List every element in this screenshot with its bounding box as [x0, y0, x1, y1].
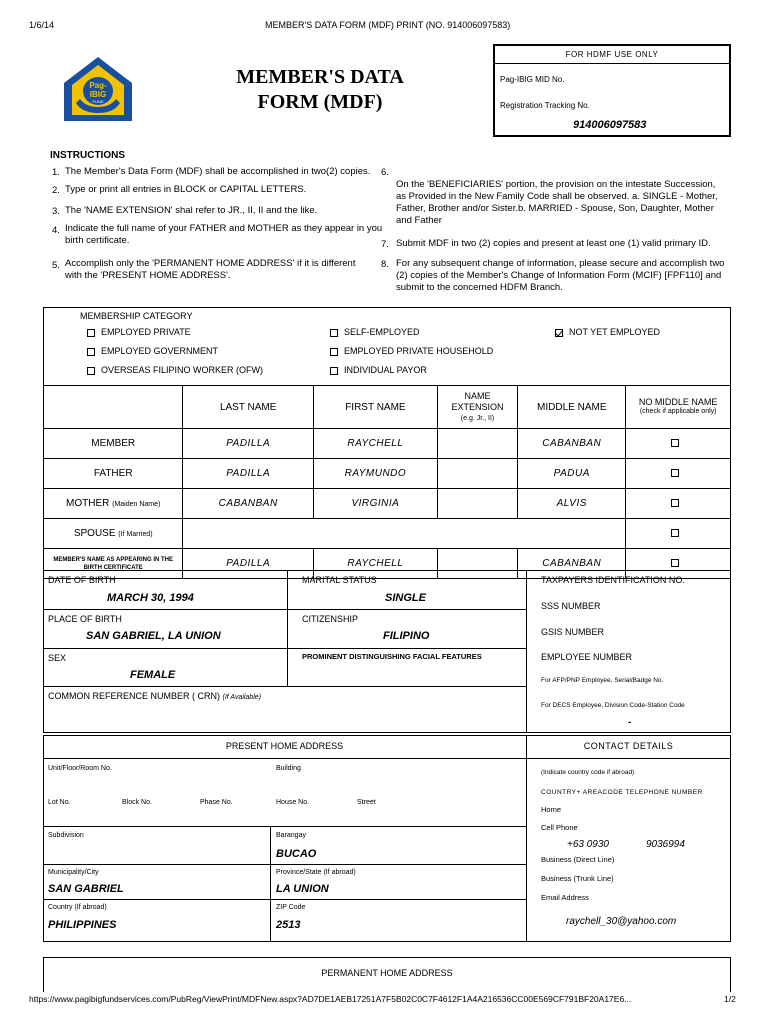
row-label: MEMBER'S NAME AS APPEARING IN THE BIRTH CERTIFICATE — [44, 549, 183, 579]
hdmf-heading: FOR HDMF USE ONLY — [565, 50, 659, 59]
municipality-label: Municipality/City — [48, 869, 99, 876]
permanent-address-heading: PERMANENT HOME ADDRESS — [321, 968, 453, 978]
checkbox-icon[interactable] — [87, 367, 95, 375]
street-label: Street — [357, 799, 376, 806]
form-title-line1: MEMBER'S DATA — [236, 66, 404, 88]
logo-text-3: FUND — [92, 99, 104, 104]
country-label: Country (If abroad) — [48, 904, 107, 911]
province-value: LA UNION — [276, 883, 329, 895]
father-last-name: PADILLA — [183, 459, 314, 489]
table-row — [44, 489, 731, 519]
contact-heading: CONTACT DETAILS — [583, 741, 674, 751]
row-label — [44, 489, 183, 519]
logo-text-1: Pag- — [89, 81, 107, 90]
instr-num: 3. — [52, 206, 60, 217]
table-row — [44, 519, 731, 549]
nomid-line1: NO MIDDLE NAME — [638, 397, 718, 407]
unit-label: Unit/Floor/Room No. — [48, 765, 112, 772]
logo-text-2: IBIG — [89, 90, 107, 99]
checkbox-icon[interactable] — [330, 329, 338, 337]
instruction-7: Submit MDF in two (2) copies and present at least one (1) valid primary ID. — [396, 238, 711, 249]
crn-label-text: COMMON REFERENCE NUMBER ( CRN) — [48, 691, 220, 701]
tracking-value: 914006097583 — [573, 119, 647, 131]
header-blank — [44, 386, 183, 429]
instr-num: 4. — [52, 225, 60, 236]
pob-value: SAN GABRIEL, LA UNION — [86, 630, 221, 642]
member-no-middle-cell — [626, 429, 731, 459]
email-label: Email Address — [541, 893, 589, 902]
father-no-middle-cell — [626, 459, 731, 489]
nomid-line2: (check if applicable only) — [639, 408, 717, 415]
option-label: EMPLOYED PRIVATE — [101, 327, 191, 337]
afp-label: For AFP/PNP Employee, Serial/Badge No. — [541, 677, 664, 684]
sss-label: SSS NUMBER — [541, 601, 601, 611]
row-label-text: MOTHER — [66, 498, 110, 509]
form-title-line2: FORM (MDF) — [257, 91, 383, 113]
page-number: 1/2 — [724, 994, 736, 1004]
subdivision-label: Subdivision — [48, 832, 84, 839]
marital-value: SINGLE — [385, 592, 426, 604]
barangay-value: BUCAO — [276, 848, 317, 860]
checkbox-icon[interactable] — [671, 439, 679, 447]
option-label: EMPLOYED PRIVATE HOUSEHOLD — [344, 346, 494, 356]
dob-value: MARCH 30, 1994 — [107, 592, 194, 604]
option-ofw[interactable] — [87, 365, 263, 375]
marital-label: MARITAL STATUS — [302, 575, 377, 585]
header-first-name: FIRST NAME — [314, 386, 438, 429]
form-title — [210, 65, 430, 115]
employee-number-label: EMPLOYEE NUMBER — [541, 652, 633, 662]
checkbox-icon[interactable] — [87, 329, 95, 337]
mother-name-extension — [437, 489, 517, 519]
instr-num: 6. — [381, 167, 389, 178]
dob-label: DATE OF BIRTH — [48, 575, 116, 585]
option-self-employed[interactable] — [330, 327, 420, 337]
crn-sublabel: (If Available) — [222, 694, 262, 701]
checkbox-icon[interactable] — [330, 367, 338, 375]
building-label: Building — [276, 765, 301, 772]
mother-no-middle-cell — [626, 489, 731, 519]
cell-phone-label: Cell Phone — [541, 823, 578, 832]
instruction-8: For any subsequent change of information, please secure and accomplish two (2) copies of the Member's Change of Information Form (MCIF) [FPF110] and submit to the concerned HDFM Branch. — [396, 258, 725, 293]
option-label: SELF-EMPLOYED — [344, 327, 420, 337]
zip-label: ZIP Code — [276, 904, 306, 911]
ext-line1: NAME — [464, 390, 491, 401]
instructions-heading: INSTRUCTIONS — [50, 150, 125, 161]
ext-line3: (e.g. Jr., II) — [460, 414, 495, 422]
names-table — [43, 385, 731, 579]
gsis-label: GSIS NUMBER — [541, 627, 605, 637]
checkbox-checked-icon[interactable] — [555, 329, 563, 337]
instr-num: 5. — [52, 260, 60, 271]
birthcert-last-name: PADILLA — [183, 549, 314, 579]
header-middle-name: MIDDLE NAME — [518, 386, 626, 429]
row-label-text: SPOUSE — [73, 528, 116, 539]
option-label: NOT YET EMPLOYED — [569, 327, 661, 337]
business-direct-label: Business (Direct Line) — [541, 855, 615, 864]
sex-label: SEX — [48, 653, 67, 663]
instr-num: 2. — [52, 185, 60, 196]
spouse-name — [183, 519, 626, 549]
municipality-value: SAN GABRIEL — [48, 883, 124, 895]
instruction-1: The Member's Data Form (MDF) shall be accomplished in two(2) copies. — [65, 166, 371, 177]
option-label: EMPLOYED GOVERNMENT — [101, 346, 219, 356]
sex-value: FEMALE — [130, 669, 176, 681]
deped-label: For DECS Employee, Division Code-Station Code — [541, 702, 685, 709]
present-address-heading: PRESENT HOME ADDRESS — [225, 741, 344, 751]
business-trunk-label: Business (Trunk Line) — [541, 874, 614, 883]
province-label: Province/State (If abroad) — [276, 869, 356, 876]
option-employed-private[interactable] — [87, 327, 191, 337]
instr-num: 7. — [381, 239, 389, 250]
country-value: PHILIPPINES — [48, 919, 117, 931]
crn-label — [48, 691, 261, 701]
header-no-middle-name — [626, 386, 731, 429]
contact-col-header: COUNTRY+ AREACODE TELEPHONE NUMBER — [541, 789, 703, 796]
instruction-5: Accomplish only the 'PERMANENT HOME ADDRESS' if it is different with the 'PRESENT HOME ADDRESS'. — [65, 258, 356, 281]
father-first-name: RAYMUNDO — [314, 459, 438, 489]
row-sublabel: (If Married) — [118, 531, 153, 538]
row-label — [44, 519, 183, 549]
barangay-label: Barangay — [276, 832, 306, 839]
ext-line2: EXTENSION — [451, 401, 504, 412]
cell-number: 9036994 — [646, 839, 685, 850]
checkbox-icon[interactable] — [330, 348, 338, 356]
address-contact-box — [43, 735, 731, 942]
table-row — [44, 459, 731, 489]
member-last-name: PADILLA — [183, 429, 314, 459]
option-label: OVERSEAS FILIPINO WORKER (OFW) — [101, 365, 264, 375]
instr-num: 1. — [52, 167, 60, 178]
birthcert-first-name: RAYCHELL — [314, 549, 438, 579]
father-name-extension — [437, 459, 517, 489]
home-phone-label: Home — [541, 805, 562, 814]
citizenship-label: CITIZENSHIP — [302, 614, 359, 624]
instruction-2: Type or print all entries in BLOCK or CAPITAL LETTERS. — [65, 184, 307, 195]
pagibig-logo — [62, 55, 134, 127]
mother-middle-name: ALVIS — [518, 489, 626, 519]
email-value: raychell_30@yahoo.com — [566, 916, 677, 927]
instruction-6: On the 'BENEFICIARIES' portion, the provision on the intestate Succession, as Provided in the New Family Code shall be observed. a. SINGLE - Mother, Father, Brother and/or Sister.b. MARRIED - Spouse, Son, Daughter, Mother and Father — [396, 179, 718, 226]
checkbox-icon[interactable] — [671, 559, 679, 567]
print-title: MEMBER'S DATA FORM (MDF) PRINT (NO. 914006097583) — [265, 20, 511, 30]
deped-value: - — [628, 717, 632, 728]
pob-label: PLACE OF BIRTH — [48, 614, 122, 624]
member-first-name: RAYCHELL — [314, 429, 438, 459]
phase-label: Phase No. — [200, 799, 233, 806]
instruction-3: The 'NAME EXTENSION' shal refer to JR., II, II and the like. — [65, 205, 318, 216]
features-label: PROMINENT DISTINGUISHING FACIAL FEATURES — [302, 652, 482, 661]
member-name-extension — [437, 429, 517, 459]
zip-value: 2513 — [276, 919, 301, 931]
lot-label: Lot No. — [48, 799, 71, 806]
house-label: House No. — [276, 799, 310, 806]
membership-heading: MEMBERSHIP CATEGORY — [80, 311, 193, 321]
checkbox-icon[interactable] — [671, 529, 679, 537]
cell-country-code: +63 0930 — [567, 839, 609, 850]
option-employed-government[interactable] — [87, 346, 218, 356]
mother-first-name: VIRGINIA — [314, 489, 438, 519]
birthcert-middle-name: CABANBAN — [518, 549, 626, 579]
option-not-yet-employed[interactable] — [555, 327, 660, 337]
mid-label: Pag-IBIG MID No. — [500, 75, 565, 84]
instruction-4: Indicate the full name of your FATHER and MOTHER as they appear in you birth certificate. — [65, 223, 383, 246]
block-label: Block No. — [122, 799, 152, 806]
citizenship-value: FILIPINO — [383, 630, 430, 642]
option-individual-payor[interactable] — [330, 365, 427, 375]
checkbox-icon[interactable] — [671, 499, 679, 507]
contact-note: (Indicate country code if abroad) — [541, 769, 635, 776]
row-sublabel: (Maiden Name) — [112, 501, 161, 508]
mother-last-name: CABANBAN — [183, 489, 314, 519]
header-last-name: LAST NAME — [183, 386, 314, 429]
checkbox-icon[interactable] — [87, 348, 95, 356]
option-label: INDIVIDUAL PAYOR — [344, 365, 427, 375]
footer-url[interactable]: https://www.pagibigfundservices.com/PubReg/ViewPrint/MDFNew.aspx?AD7DE1AEB17251A7F5B02C0C7F4612F1A4A216536CC00E569CF791BF20A17E6... — [29, 994, 632, 1004]
option-private-household[interactable] — [330, 346, 493, 356]
row-label: MEMBER — [44, 429, 183, 459]
spouse-no-middle-cell — [626, 519, 731, 549]
print-date: 1/6/14 — [29, 20, 55, 30]
row-label: FATHER — [44, 459, 183, 489]
tin-label: TAXPAYERS IDENTIFICATION NO. — [541, 575, 685, 585]
tracking-label: Registration Tracking No. — [500, 101, 590, 110]
table-row — [44, 429, 731, 459]
father-middle-name: PADUA — [518, 459, 626, 489]
instr-num: 8. — [381, 259, 389, 270]
checkbox-icon[interactable] — [671, 469, 679, 477]
member-middle-name: CABANBAN — [518, 429, 626, 459]
header-name-extension — [437, 386, 517, 429]
